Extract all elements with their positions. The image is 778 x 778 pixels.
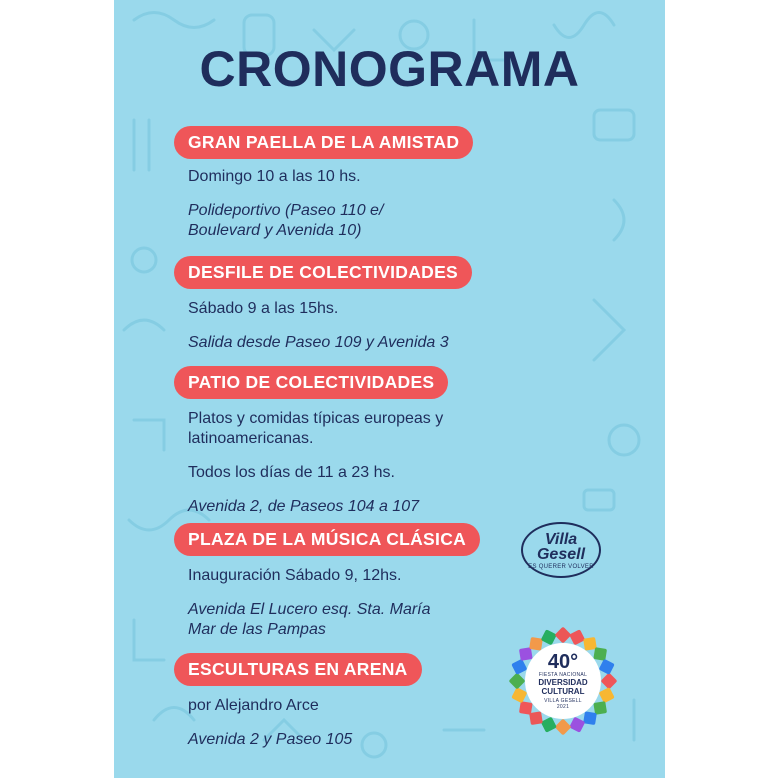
badge-flag bbox=[583, 637, 597, 651]
badge-flag bbox=[569, 629, 585, 645]
badge-line1: FIESTA NACIONAL bbox=[538, 672, 588, 678]
badge-flag bbox=[555, 719, 572, 736]
event-place: Avenida 2 y Paseo 105 bbox=[188, 731, 353, 748]
event-place: Avenida 2, de Paseos 104 a 107 bbox=[188, 498, 419, 515]
logo-line-villa: Villa bbox=[544, 531, 578, 548]
badge-line3: CULTURAL bbox=[541, 687, 585, 696]
badge-flag bbox=[569, 717, 585, 733]
event-title-pill: PLAZA DE LA MÚSICA CLÁSICA bbox=[174, 523, 480, 556]
event-date: Domingo 10 a las 10 hs. bbox=[188, 168, 361, 185]
event-place: Polideportivo (Paseo 110 e/ Boulevard y Avenida 10) bbox=[188, 202, 384, 239]
badge-flag bbox=[555, 627, 572, 644]
event-patio bbox=[174, 366, 514, 517]
event-title-pill: DESFILE DE COLECTIVIDADES bbox=[174, 256, 472, 289]
event-esculturas bbox=[174, 653, 514, 750]
badge-flag bbox=[541, 629, 557, 645]
event-title-pill: GRAN PAELLA DE LA AMISTAD bbox=[174, 126, 473, 159]
villa-gesell-logo bbox=[521, 522, 601, 578]
event-title-pill: PATIO DE COLECTIVIDADES bbox=[174, 366, 448, 399]
event-desfile bbox=[174, 256, 514, 353]
badge-flag bbox=[583, 711, 597, 725]
poster bbox=[114, 0, 665, 778]
badge-number: 40° bbox=[547, 651, 579, 673]
badge-line2: DIVERSIDAD bbox=[538, 678, 588, 687]
event-date: Sábado 9 a las 15hs. bbox=[188, 300, 339, 317]
event-gran-paella bbox=[174, 126, 514, 241]
badge-year: 2021 bbox=[556, 704, 570, 710]
badge-line4: VILLA GESELL bbox=[544, 698, 582, 704]
event-place: Salida desde Paseo 109 y Avenida 3 bbox=[188, 334, 449, 351]
event-place: Avenida El Lucero esq. Sta. María Mar de las Pampas bbox=[188, 601, 431, 638]
event-date: Todos los días de 11 a 23 hs. bbox=[188, 464, 395, 481]
logo-line-gesell: Gesell bbox=[536, 546, 586, 563]
event-date: por Alejandro Arce bbox=[188, 697, 319, 714]
page-title: CRONOGRAMA bbox=[199, 41, 580, 97]
event-title-pill: ESCULTURAS EN ARENA bbox=[174, 653, 422, 686]
event-description: Platos y comidas típicas europeas y latinoamericanas. bbox=[188, 410, 444, 447]
event-date: Inauguración Sábado 9, 12hs. bbox=[188, 567, 402, 584]
festival-badge bbox=[507, 652, 619, 710]
badge-flag bbox=[541, 717, 557, 733]
badge-flag bbox=[529, 637, 543, 651]
event-plaza-musica bbox=[174, 523, 514, 640]
badge-flag bbox=[529, 711, 543, 725]
logo-tagline: ES QUERER VOLVER bbox=[528, 564, 594, 570]
